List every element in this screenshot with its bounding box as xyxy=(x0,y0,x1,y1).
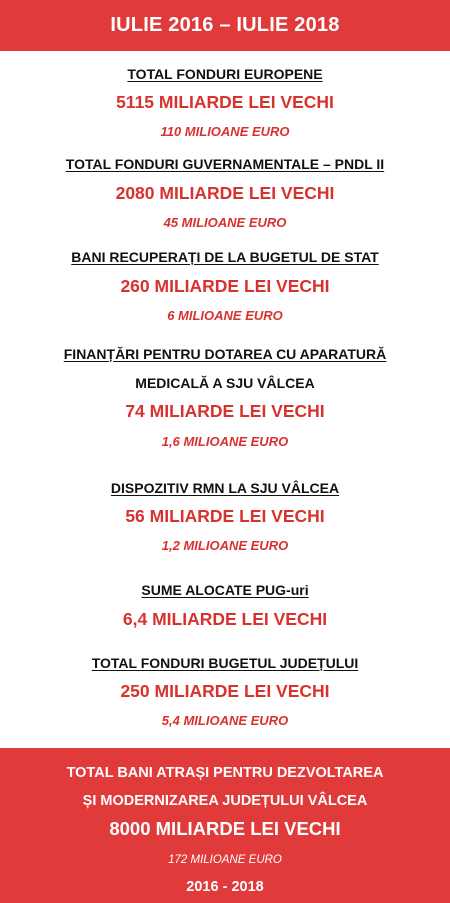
section-title-county-budget: TOTAL FONDURI BUGETUL JUDEȚULUI xyxy=(91,655,359,671)
section-title-european-funds: TOTAL FONDURI EUROPENE xyxy=(127,66,323,82)
header-title: IULIE 2016 – IULIE 2018 xyxy=(110,14,340,36)
section-title-recovered-money: BANI RECUPERAȚI DE LA BUGETUL DE STAT xyxy=(71,249,379,265)
section-amount-rmn-device: 56 MILIARDE LEI VECHI xyxy=(125,506,325,526)
section-euro-county-budget: 5,4 MILIOANE EURO xyxy=(161,713,289,728)
section-title-pug: SUME ALOCATE PUG-uri xyxy=(141,582,309,598)
section-title-rmn-device: DISPOZITIV RMN LA SJU VÂLCEA xyxy=(110,480,340,496)
footer-period: 2016 - 2018 xyxy=(186,879,264,895)
footer-total-amount: 8000 MILIARDE LEI VECHI xyxy=(109,818,341,839)
section-amount-government-funds: 2080 MILIARDE LEI VECHI xyxy=(115,183,335,203)
section-amount-pug: 6,4 MILIARDE LEI VECHI xyxy=(122,609,328,629)
section-title-medical-equipment-line1: FINANȚĂRI PENTRU DOTAREA CU APARATURĂ xyxy=(63,346,387,362)
section-title-medical-equipment-line2: MEDICALĂ A SJU VÂLCEA xyxy=(135,375,315,391)
footer-line2: ȘI MODERNIZAREA JUDEȚULUI VÂLCEA xyxy=(82,793,368,809)
section-euro-government-funds: 45 MILIOANE EURO xyxy=(163,215,287,230)
footer-line1: TOTAL BANI ATRAȘI PENTRU DEZVOLTAREA xyxy=(66,765,384,781)
section-euro-european-funds: 110 MILIOANE EURO xyxy=(160,124,290,139)
section-title-government-funds: TOTAL FONDURI GUVERNAMENTALE – PNDL II xyxy=(65,156,385,172)
footer-total-euro: 172 MILIOANE EURO xyxy=(168,854,282,866)
section-amount-recovered-money: 260 MILIARDE LEI VECHI xyxy=(120,276,330,296)
footer-banner xyxy=(0,748,450,903)
section-euro-recovered-money: 6 MILIOANE EURO xyxy=(167,308,283,323)
header-banner xyxy=(0,0,450,51)
section-amount-medical-equipment: 74 MILIARDE LEI VECHI xyxy=(125,401,325,421)
section-amount-european-funds: 5115 MILIARDE LEI VECHI xyxy=(116,92,334,112)
section-euro-rmn-device: 1,2 MILIOANE EURO xyxy=(161,538,289,553)
section-amount-county-budget: 250 MILIARDE LEI VECHI xyxy=(120,681,330,701)
section-euro-medical-equipment: 1,6 MILIOANE EURO xyxy=(161,434,289,449)
